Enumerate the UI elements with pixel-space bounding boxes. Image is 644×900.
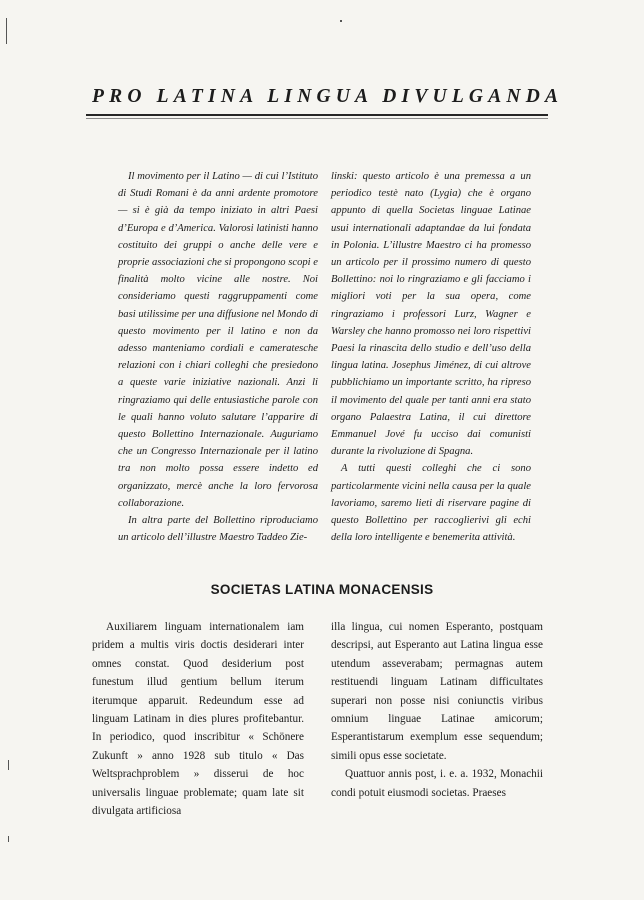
section-paragraph: Auxiliarem linguam internationalem iam pridem a multis viris doctis desiderari inter omnes constat. Quod desiderium post funestum illud gentium bellum iterum iterumque apparuit. Redeundum esse ad linguam Latinam in dies plures profitebantur. In periodico, quod inscribitur « Schönere Zukunft » anno 1928 sub titulo « Das Weltsprachproblem » disserui de hoc universalis linguae problemate; quam late sit divulgata artificiosa xyxy=(92,621,304,818)
section-paragraph: Quattuor annis post, i. e. a. 1932, Monachii condi potuit eiusmodi societas. Praeses xyxy=(331,768,543,799)
header-rule-thick xyxy=(86,114,548,116)
intro-column-right xyxy=(331,168,531,546)
intro-paragraph: Il movimento per il Latino — di cui l’Istituto di Studi Romani è da anni ardente promotore — si è già da tempo iniziato in altri Paesi d’Europa e d’America. Valorosi latinisti hanno costituito dei gruppi o anche delle vere e proprie associazioni che si propongono scopi e finalità molto vicine alle nostre. Noi consideriamo questi raggruppamenti come basi utilissime per una diffusione nel Mondo di questo movimento per il latino e non da adesso manteniamo cordiali e cameratesche relazioni con i chiari colleghi che presiedono a queste varie iniziative nazionali. Anzi li ringraziamo qui delle entusiastiche parole con le quali hanno voluto salutare l’apparire di questo Bollettino Internazionale. Auguriamo che un Congresso Internazionale per il latino tra non molto possa essere indetto ed organizzato, mercè anche la loro fervorosa collaborazione. xyxy=(118,171,318,509)
page-title: PRO LATINA LINGUA DIVULGANDA xyxy=(92,86,564,107)
scan-mark xyxy=(6,18,7,44)
scan-mark xyxy=(340,20,342,22)
section-column-right xyxy=(331,618,543,802)
intro-paragraph: In altra parte del Bollettino riproduciamo un articolo dell’illustre Maestro Taddeo Zie- xyxy=(118,515,318,544)
section-title: SOCIETAS LATINA MONACENSIS xyxy=(210,582,434,597)
intro-paragraph: A tutti questi colleghi che ci sono particolarmente vicini nella causa per la quale lavoriamo, saremo lieti di riservare pagine di questo Bollettino per raccoglierivi gli echi della loro intelligente e benemerita attività. xyxy=(331,463,531,544)
header-rule-thin xyxy=(86,118,548,119)
scan-mark xyxy=(8,836,9,842)
intro-column-left xyxy=(118,168,318,546)
scan-mark xyxy=(8,760,9,770)
intro-paragraph: linski: questo articolo è una premessa a un periodico testè nato (Lygia) che è organo appunto di quella Societas linguae Latinae usui internationali adaptandae da lui fondata in Polonia. L’illustre Maestro ci ha promesso un articolo per il prossimo numero di questo Bollettino: noi lo ringraziamo e gli facciamo i migliori voti per la sua opera, come ringraziamo i professori Lurz, Wagner e Warsley che hanno promosso nei loro rispettivi Paesi la rinascita dello studio e dell’uso della lingua latina. Josephus Jiménez, di cui altrove pubblichiamo un importante scritto, ha ripreso il movimento del quale per tanti anni era stato organo Palaestra Latina, il cui direttore Emmanuel Jové fu ucciso dai comunisti durante la rivoluzione di Spagna. xyxy=(331,171,531,458)
section-paragraph: illa lingua, cui nomen Esperanto, postquam descripsi, aut Esperanto aut Latina lingua esse utendum asseverabam; permagnas autem restituendi linguam Latinam difficultates superari non posse nisi coniunctis viribus omnium linguae Latinae amicorum; Esperantistarum exemplum esse sequendum; simili opus esse societate. xyxy=(331,621,543,762)
section-column-left xyxy=(92,618,304,820)
